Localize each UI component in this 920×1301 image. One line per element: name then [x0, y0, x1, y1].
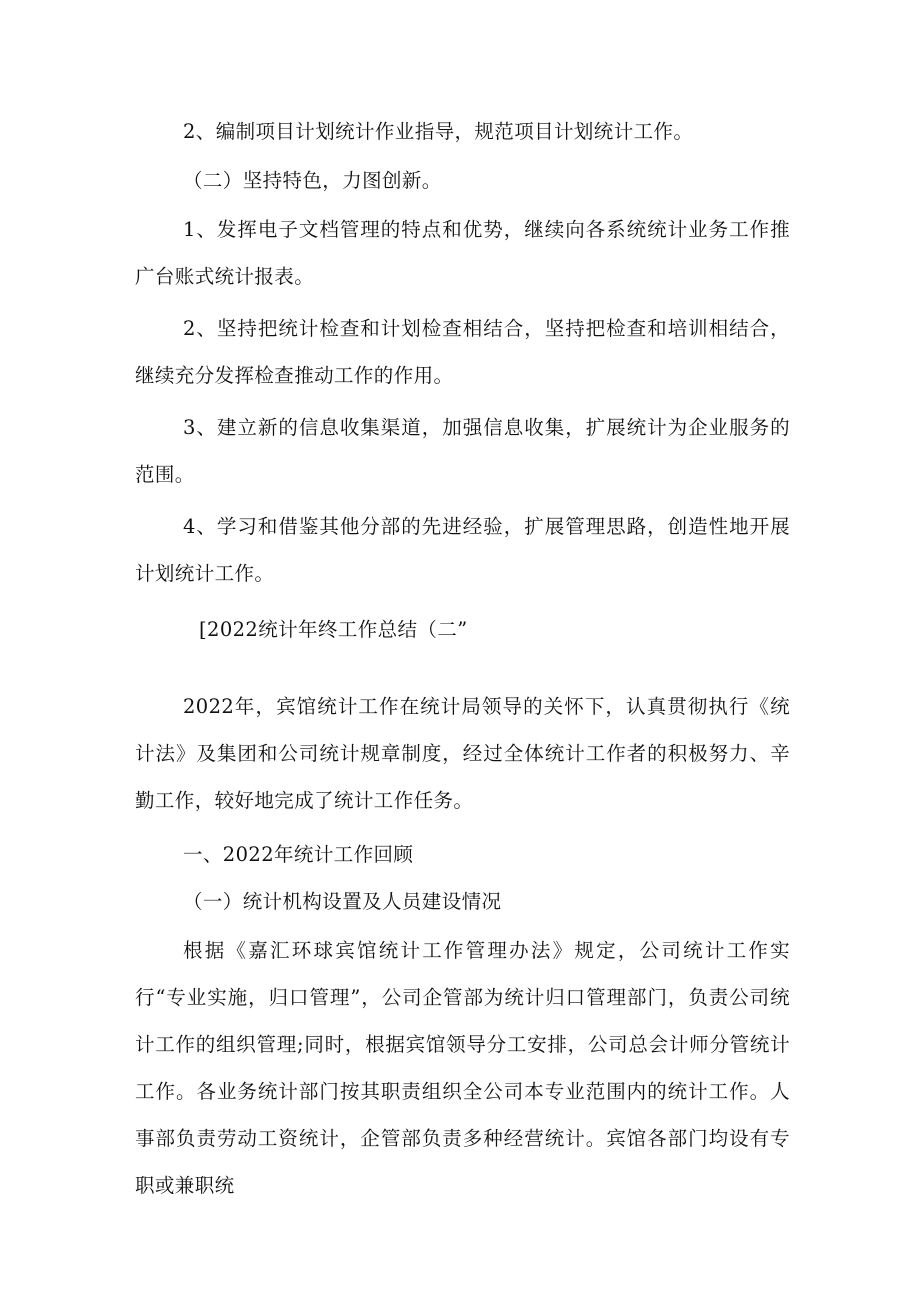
paragraph-intro-2022: 2022年，宾馆统计工作在统计局领导的关怀下，认真贯彻执行《统计法》及集团和公司统计规章制度，经过全体统计工作者的积极努力、辛勤工作，较好地完成了统计工作任务。 [135, 695, 790, 812]
paragraph-item-3-information: 3、建立新的信息收集渠道，加强信息收集，扩展统计为企业服务的范围。 [135, 416, 790, 486]
section-heading-review: 一、2022年统计工作回顾 [183, 843, 414, 866]
section-heading-innovation: （二）坚持特色，力图创新。 [183, 169, 442, 192]
paragraph-management-rules: 根据《嘉汇环球宾馆统计工作管理办法》规定，公司统计工作实行“专业实施，归口管理”，公司企管部为统计归口管理部门，负责公司统计工作的组织管理;同时，根据宾馆领导分工安排，公司总会计师分管统计工作。各业务统计部门按其职责组织全公司本专业范围内的统计工作。人事部负责劳动工资统计，企管部负责多种经营统计。宾馆各部门均设有专职或兼职统 [135, 939, 790, 1197]
paragraph-item-2-guidance: 2、编制项目计划统计作业指导，规范项目计划统计工作。 [183, 120, 694, 143]
document-title-summary-two: [2022统计年终工作总结（二” [199, 618, 468, 641]
paragraph-item-1-electronic-files: 1、发挥电子文档管理的特点和优势，继续向各系统统计业务工作推广台账式统计报表。 [135, 218, 790, 288]
paragraph-item-4-experience: 4、学习和借鉴其他分部的先进经验，扩展管理思路，创造性地开展计划统计工作。 [135, 515, 790, 585]
paragraph-item-2-inspection: 2、坚持把统计检查和计划检查相结合，坚持把检查和培训相结合，继续充分发挥检查推动工作的作用。 [135, 317, 790, 387]
section-heading-organization: （一）统计机构设置及人员建设情况 [183, 890, 502, 913]
